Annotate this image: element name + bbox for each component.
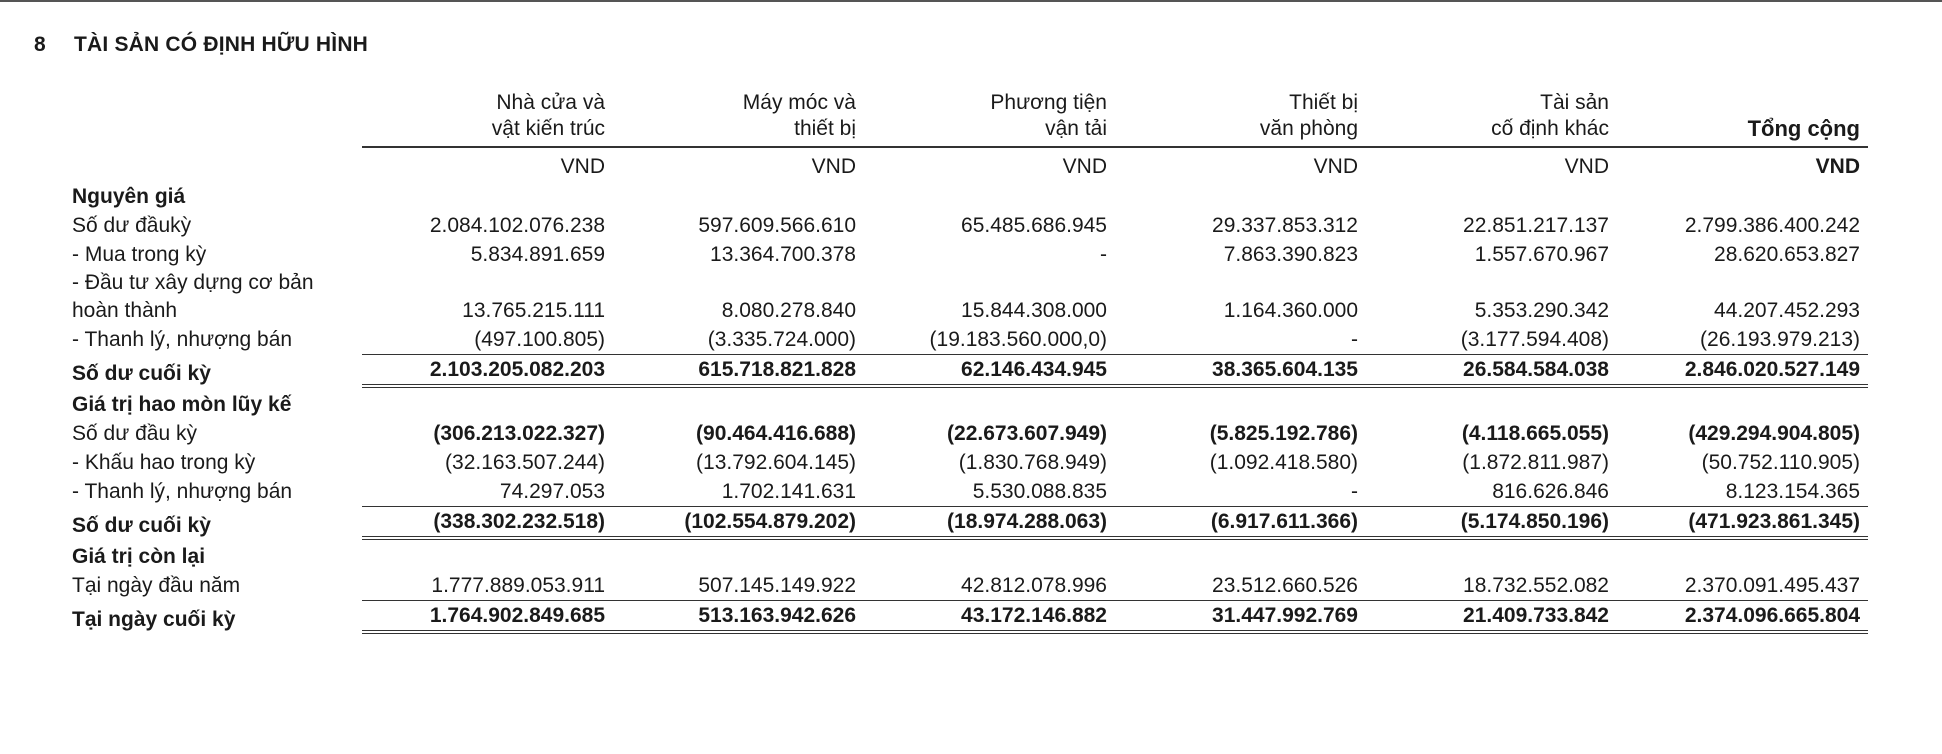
cell-value: (26.193.979.213) (1700, 328, 1860, 351)
cell-value: 74.297.053 (499, 480, 605, 503)
unit-label: VND (811, 155, 856, 178)
cell-value: (471.923.861.345) (1617, 506, 1868, 540)
column-header: Thiết bị văn phòng (1115, 90, 1366, 148)
cell-value: 21.409.733.842 (1366, 600, 1617, 634)
cell-value: 43.172.146.882 (864, 600, 1115, 634)
row-label: - Đầu tư xây dựng cơ bản hoàn thành (72, 271, 314, 322)
cell-value: 8.123.154.365 (1725, 480, 1860, 503)
cell-value: (1.830.768.949) (958, 451, 1107, 474)
cell-value: 62.146.434.945 (864, 354, 1115, 388)
header-spacer (72, 90, 362, 148)
column-header-total: Tổng cộng (1617, 90, 1868, 148)
cell-value: 1.777.889.053.911 (431, 574, 605, 597)
cell-value: 1.164.360.000 (1223, 299, 1358, 322)
cell-value: (50.752.110.905) (1701, 451, 1860, 474)
cell-value: 5.353.290.342 (1474, 299, 1609, 322)
unit-label: VND (1564, 155, 1609, 178)
cell-value: (338.302.232.518) (362, 506, 613, 540)
cell-value: - (1100, 243, 1107, 266)
cell-value: 7.863.390.823 (1223, 243, 1358, 266)
row-label: - Thanh lý, nhượng bán (72, 480, 293, 503)
column-header: Máy móc và thiết bị (613, 90, 864, 148)
cell-value: 28.620.653.827 (1714, 243, 1860, 266)
unit-label: VND (1062, 155, 1107, 178)
column-header: Nhà cửa và vật kiến trúc (362, 90, 613, 148)
group-row-cost (72, 180, 1868, 211)
group-heading: Giá trị còn lại (72, 545, 206, 568)
cell-value: 2.374.096.665.804 (1617, 600, 1868, 634)
cell-value: 1.764.902.849.685 (362, 600, 613, 634)
cell-value: (5.174.850.196) (1366, 506, 1617, 540)
cell-value: 26.584.584.038 (1366, 354, 1617, 388)
group-row-depreciation (72, 388, 1868, 419)
cell-value: 2.370.091.495.437 (1684, 574, 1860, 597)
cell-value: (306.213.022.327) (433, 422, 605, 445)
table-row (72, 419, 1868, 448)
section-title: TÀI SẢN CÓ ĐỊNH HỮU HÌNH (74, 33, 369, 56)
table-row (72, 325, 1868, 354)
cell-value: 65.485.686.945 (961, 214, 1107, 237)
section-number: 8 (34, 33, 46, 56)
cell-value: 5.834.891.659 (470, 243, 605, 266)
cell-value: 42.812.078.996 (961, 574, 1107, 597)
row-label: Tại ngày cuối kỳ (72, 608, 236, 631)
total-row (72, 600, 1868, 634)
cell-value: 22.851.217.137 (1463, 214, 1609, 237)
cell-value: (6.917.611.366) (1115, 506, 1366, 540)
row-label: Số dư đầukỳ (72, 214, 192, 237)
top-rule (0, 0, 1942, 2)
section-heading (34, 33, 368, 57)
cell-value: (18.974.288.063) (864, 506, 1115, 540)
column-header: Tài sản cố định khác (1366, 90, 1617, 148)
cell-value: (102.554.879.202) (613, 506, 864, 540)
row-label: Tại ngày đầu năm (72, 574, 241, 597)
row-label: - Khấu hao trong kỳ (72, 451, 256, 474)
cell-value: (1.872.811.987) (1462, 451, 1609, 474)
group-heading: Nguyên giá (72, 185, 186, 208)
row-label: Số dư cuối kỳ (72, 514, 211, 537)
cell-value: 507.145.149.922 (698, 574, 856, 597)
unit-label: VND (1313, 155, 1358, 178)
cell-value: - (1351, 328, 1358, 351)
cell-value: 13.765.215.111 (462, 299, 605, 322)
total-row (72, 354, 1868, 388)
table-row (72, 211, 1868, 240)
fixed-assets-table (72, 90, 1868, 634)
column-header: Phương tiện vận tải (864, 90, 1115, 148)
cell-value: (3.335.724.000) (707, 328, 856, 351)
cell-value: 38.365.604.135 (1115, 354, 1366, 388)
cell-value: 2.103.205.082.203 (362, 354, 613, 388)
row-label: - Thanh lý, nhượng bán (72, 328, 293, 351)
cell-value: 18.732.552.082 (1463, 574, 1609, 597)
table-row (72, 571, 1868, 600)
cell-value: 597.609.566.610 (698, 214, 856, 237)
cell-value: (32.163.507.244) (445, 451, 605, 474)
cell-value: 31.447.992.769 (1115, 600, 1366, 634)
cell-value: 615.718.821.828 (613, 354, 864, 388)
table-row (72, 477, 1868, 506)
cell-value: 29.337.853.312 (1212, 214, 1358, 237)
cell-value: 44.207.452.293 (1714, 299, 1860, 322)
cell-value: 5.530.088.835 (972, 480, 1107, 503)
cell-value: 513.163.942.626 (613, 600, 864, 634)
unit-label: VND (560, 155, 605, 178)
cell-value: - (1351, 480, 1358, 503)
group-row-net (72, 540, 1868, 571)
cell-value: 8.080.278.840 (721, 299, 856, 322)
cell-value: 2.799.386.400.242 (1684, 214, 1860, 237)
total-row (72, 506, 1868, 540)
column-header-row (72, 90, 1868, 148)
table-row (72, 448, 1868, 477)
cell-value: 1.702.141.631 (721, 480, 856, 503)
cell-value: (3.177.594.408) (1460, 328, 1609, 351)
cell-value: 13.364.700.378 (710, 243, 856, 266)
cell-value: (497.100.805) (474, 328, 605, 351)
row-label: Số dư đầu kỳ (72, 422, 197, 445)
cell-value: (13.792.604.145) (696, 451, 856, 474)
table-row (72, 240, 1868, 269)
cell-value: 23.512.660.526 (1212, 574, 1358, 597)
cell-value: (22.673.607.949) (947, 422, 1107, 445)
cell-value: 2.846.020.527.149 (1617, 354, 1868, 388)
table-row (72, 269, 1868, 325)
cell-value: (1.092.418.580) (1209, 451, 1358, 474)
unit-row (72, 148, 1868, 180)
unit-label: VND (1815, 155, 1860, 178)
cell-value: (19.183.560.000,0) (929, 328, 1107, 351)
cell-value: (5.825.192.786) (1209, 422, 1358, 445)
group-heading: Giá trị hao mòn lũy kế (72, 393, 292, 416)
cell-value: 816.626.846 (1492, 480, 1609, 503)
row-label: - Mua trong kỳ (72, 243, 207, 266)
cell-value: 15.844.308.000 (961, 299, 1107, 322)
cell-value: 2.084.102.076.238 (429, 214, 605, 237)
row-label: Số dư cuối kỳ (72, 362, 211, 385)
cell-value: (429.294.904.805) (1688, 422, 1860, 445)
cell-value: (90.464.416.688) (696, 422, 856, 445)
cell-value: 1.557.670.967 (1474, 243, 1609, 266)
cell-value: (4.118.665.055) (1461, 422, 1609, 445)
